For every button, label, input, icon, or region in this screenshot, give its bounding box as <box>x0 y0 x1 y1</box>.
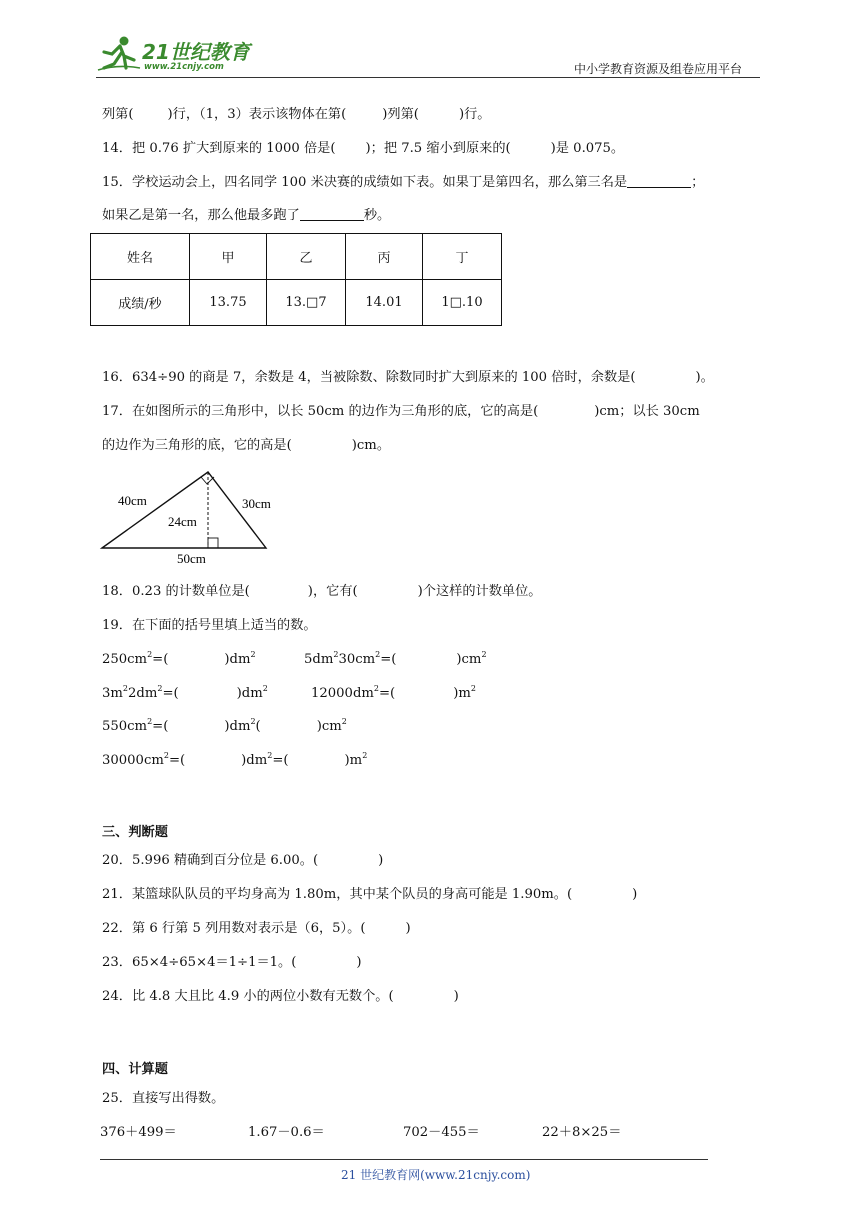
calc-item: 22＋8×25＝ <box>542 1125 622 1140</box>
question-25-title: 25．直接写出得数。 <box>102 1091 225 1106</box>
question-19-title: 19．在下面的括号里填上适当的数。 <box>102 618 317 633</box>
question-19-row-2b: $12000dm^2=$( )$m^2$ <box>311 684 476 701</box>
question-15-line-2: 如果乙是第一名，那么他最多跑了 秒。 <box>102 208 391 223</box>
question-18: 18．0.23 的计数单位是( )，它有( )个这样的计数单位。 <box>102 584 542 599</box>
question-23: 23．65×4÷65×4＝1÷1＝1。( ) <box>102 955 362 970</box>
table-cell: 1□.10 <box>423 280 502 326</box>
question-19-row-3: $550cm^2=$( )$dm^2$( )$cm^2$ <box>102 717 347 734</box>
calc-item: 702－455＝ <box>403 1125 480 1140</box>
header-rule <box>96 77 760 78</box>
question-16: 16．634÷90 的商是 7，余数是 4，当被除数、除数同时扩大到原来的 100 倍时，余数是( )。 <box>102 370 714 385</box>
figure-label-base: 50cm <box>177 551 206 566</box>
logo-url: www.21cnjy.com <box>144 62 224 72</box>
logo-text: 21世纪教育 <box>142 40 250 64</box>
score-table <box>90 233 502 326</box>
footer-link[interactable]: 21 世纪教育网(www.21cnjy.com) <box>341 1168 531 1182</box>
table-cell: 甲 <box>190 234 267 280</box>
section-heading-calculation: 四、计算题 <box>102 1062 168 1077</box>
table-cell: 姓名 <box>91 234 190 280</box>
question-19-row-4: $30000cm^2=$( )$dm^2=$( )$m^2$ <box>102 751 368 768</box>
table-cell: 13.□7 <box>267 280 346 326</box>
question-22: 22．第 6 行第 5 列用数对表示是（6，5）。( ) <box>102 921 411 936</box>
table-row <box>91 280 502 326</box>
table-cell: 14.01 <box>346 280 423 326</box>
calc-item: 376＋499＝ <box>100 1125 177 1140</box>
question-21: 21．某篮球队队员的平均身高为 1.80m，其中某个队员的身高可能是 1.90m。( ) <box>102 887 638 902</box>
triangle-figure <box>96 466 296 570</box>
answer-blank[interactable] <box>300 206 364 221</box>
table-cell: 成绩/秒 <box>91 280 190 326</box>
question-14: 14．把 0.76 扩大到原来的 1000 倍是( )；把 7.5 缩小到原来的( )是 0.075。 <box>102 141 625 156</box>
table-cell: 丁 <box>423 234 502 280</box>
answer-blank[interactable] <box>627 173 691 188</box>
table-cell: 13.75 <box>190 280 267 326</box>
header-logo <box>96 34 266 74</box>
question-19-row-1: $250cm^2=$( )$dm^2$ <box>102 650 256 667</box>
header-right-text: 中小学教育资源及组卷应用平台 <box>574 62 743 76</box>
question-17-line-1: 17．在如图所示的三角形中，以长 50cm 的边作为三角形的底，它的高是( )cm；以长 30cm <box>102 404 700 419</box>
question-19-row-2: $3m^22dm^2=$( )$dm^2$ <box>102 684 268 701</box>
figure-label-left: 40cm <box>118 493 147 508</box>
table-cell: 乙 <box>267 234 346 280</box>
question-15-line-1: 15．学校运动会上，四名同学 100 米决赛的成绩如下表。如果丁是第四名，那么第三名是 ； <box>102 175 705 190</box>
question-20: 20．5.996 精确到百分位是 6.00。( ) <box>102 853 384 868</box>
calc-item: 1.67－0.6＝ <box>248 1125 325 1140</box>
question-24: 24．比 4.8 大且比 4.9 小的两位小数有无数个。( ) <box>102 989 459 1004</box>
runner-logo-icon <box>96 34 142 74</box>
footer-rule <box>100 1159 708 1160</box>
figure-label-right: 30cm <box>242 496 271 511</box>
question-13-tail: 列第( )行，（1，3）表示该物体在第( )列第( )行。 <box>102 107 491 122</box>
table-cell: 丙 <box>346 234 423 280</box>
table-row <box>91 234 502 280</box>
question-17-line-2: 的边作为三角形的底，它的高是( )cm。 <box>102 438 391 453</box>
section-heading-judgement: 三、判断题 <box>102 825 168 840</box>
question-19-row-1b: $5dm^230cm^2=$( )$cm^2$ <box>304 650 487 667</box>
figure-label-height: 24cm <box>168 514 197 529</box>
